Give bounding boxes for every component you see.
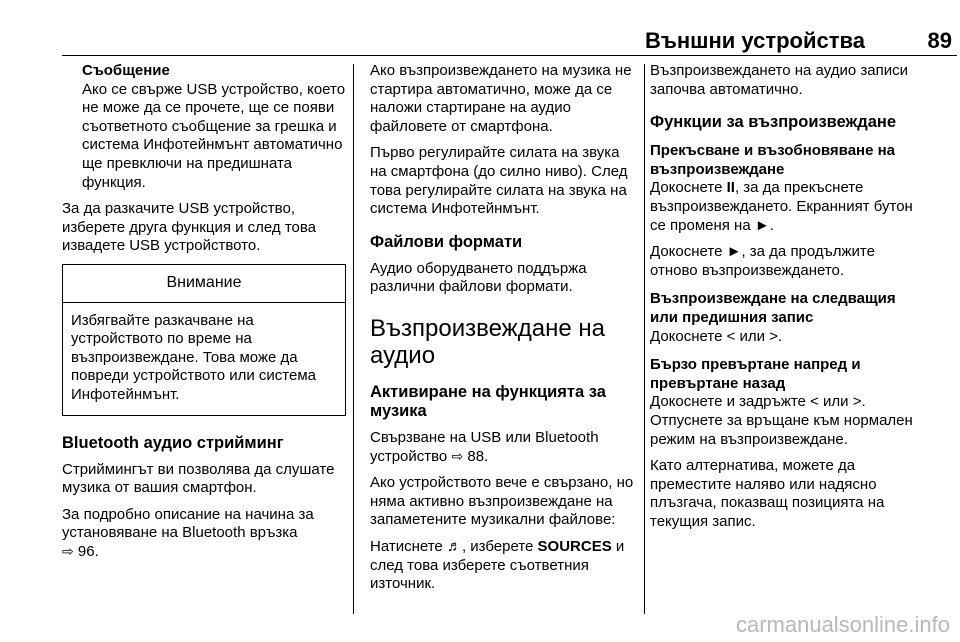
paragraph-text: .: [769, 216, 774, 234]
paragraph: [370, 429, 636, 466]
paragraph-text: , изберете: [461, 537, 534, 555]
page-ref-link[interactable]: 96.: [77, 542, 99, 560]
paragraph-text: Свързване на USB или Bluetooth устройство: [370, 428, 599, 465]
column-1: [62, 62, 346, 569]
paragraph-text: или: [823, 393, 849, 411]
section-heading-activate: Активиране на функцията за музика: [370, 382, 606, 420]
chevron-left-icon: <: [810, 393, 819, 411]
paragraph: Като алтернатива, можете да преместите наляво или надясно плъзгача, показващ позицията на текущия запис.: [650, 457, 885, 530]
paragraph: Ако устройството вече е свързано, но няма активно възпроизвеждане на запаметените музикални файлове:: [370, 474, 634, 529]
paragraph-text: или: [739, 327, 766, 345]
paragraph: Първо регулирайте силата на звука на смартфона (до силно ниво). След това регулирайте силата на звука на система Инфотейнмънт.: [370, 144, 628, 218]
watermark: carmanualsonline.info: [735, 612, 950, 637]
column-2: [370, 62, 636, 602]
notice-text: Избягвайте разкачване на устройството по време на възпроизвеждане. Това може да повреди устройството или система Инфотейнмънт.: [71, 311, 317, 403]
column-divider-1: [353, 64, 354, 614]
paragraph: [650, 328, 914, 347]
paragraph-text: За подробно описание на начина за установяване на Bluetooth връзка: [62, 505, 314, 542]
paragraph-text: . Отпуснете за връщане към нормален режим на възпроизвеждане.: [650, 393, 913, 448]
header-rule: [62, 55, 957, 56]
paragraph: [650, 393, 914, 449]
subheading-pause: Прекъсване и възобновяване на възпроизвеждане: [650, 142, 896, 178]
paragraph-text: Докоснете: [650, 179, 723, 197]
paragraph: Аудио оборудването поддържа различни файлови формати.: [370, 259, 587, 296]
subheading-fast-forward: Бързо превъртане напред и превъртане назад: [650, 356, 861, 392]
page-ref-link[interactable]: 88.: [467, 447, 489, 465]
subheading-next-prev: Възпроизвеждане на следващия или предишния запис: [650, 290, 896, 326]
paragraph-text: Докоснете и задръжте: [650, 393, 806, 411]
page-ref-icon: ⇨: [451, 448, 464, 465]
page-title: Външни устройства: [644, 28, 865, 53]
chevron-right-icon: >: [769, 327, 778, 345]
paragraph-text: Докоснете: [650, 243, 723, 261]
pause-icon: II: [726, 179, 735, 197]
paragraph-text: , за да прекъснете възпроизвеждането. Екранният бутон се променя на: [650, 179, 913, 234]
paragraph: [650, 243, 914, 280]
paragraph: Възпроизвеждането на аудио записи започва автоматично.: [650, 62, 908, 98]
section-heading-formats: Файлови формати: [370, 232, 523, 251]
column-divider-2: [644, 64, 645, 614]
paragraph: Ако възпроизвеждането на музика не стартира автоматично, може да се наложи стартиране на аудио файловете от смартфона.: [370, 62, 632, 135]
chevron-right-icon: >: [852, 393, 862, 411]
music-note-icon: ♬: [446, 537, 462, 555]
message-heading: Съобщение: [82, 62, 170, 79]
chevron-left-icon: <: [726, 327, 736, 345]
page-ref-icon: ⇨: [62, 543, 74, 560]
paragraph: За да разкачите USB устройство, изберете друга функция и след това извадете USB устройството.: [62, 200, 317, 255]
page-number: 89: [927, 28, 952, 53]
paragraph-text: , за да продължите отново възпроизвеждането.: [650, 243, 875, 279]
section-heading-bluetooth: Bluetooth аудио стрийминг: [62, 433, 284, 452]
paragraph: [370, 538, 636, 594]
notice-box: [62, 264, 346, 416]
paragraph: [650, 179, 914, 235]
sources-keyword: SOURCES: [537, 537, 612, 555]
paragraph-text: Докоснете: [650, 327, 723, 345]
message-block: [62, 62, 346, 192]
paragraph-text: и след това изберете съответния източник.: [370, 537, 625, 593]
section-heading-functions: Функции за възпроизвеждане: [650, 113, 897, 132]
message-text: Ако се свърже USB устройство, което не може да се прочете, ще се появи съответното съобщение за грешка и система Инфотейнмънт автоматично ще превключи на предишната функция.: [82, 80, 346, 191]
page-header: [62, 18, 957, 56]
column-3: [650, 62, 914, 539]
play-icon: ►: [726, 243, 742, 261]
paragraph: Стриймингът ви позволява да слушате музика от вашия смартфон.: [62, 460, 335, 497]
paragraph: [62, 506, 346, 562]
notice-title: Внимание: [63, 265, 345, 303]
paragraph-text: Натиснете: [370, 537, 443, 555]
paragraph-text: .: [777, 327, 783, 345]
chapter-heading-audio: Възпроизвеждане на аудио: [370, 314, 605, 369]
play-icon: ►: [754, 216, 770, 234]
